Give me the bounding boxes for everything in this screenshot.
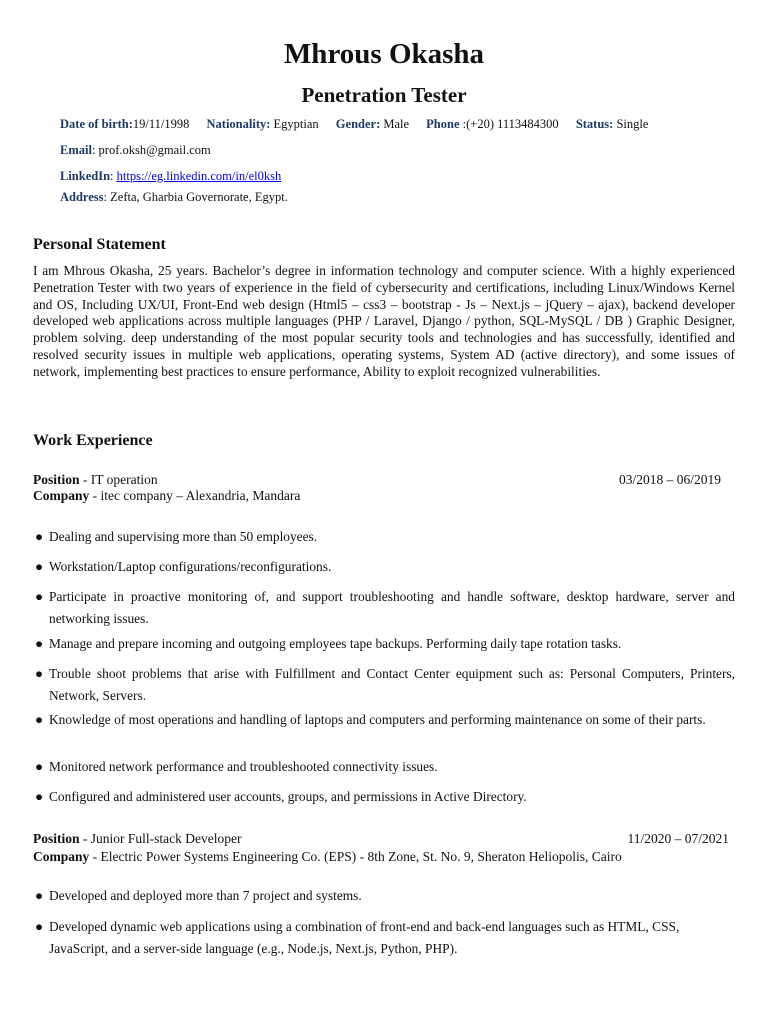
email-label: Email <box>60 143 92 157</box>
email-value: : prof.oksh@gmail.com <box>91 143 211 157</box>
list-item: ● Monitored network performance and troubleshooted connectivity issues. <box>35 756 735 778</box>
list-item: ● Knowledge of most operations and handling of laptops and computers and performing maintenance on some of their parts. <box>35 709 735 731</box>
linkedin-separator: : <box>110 169 117 183</box>
status-value: Single <box>613 117 649 131</box>
address-row <box>60 189 288 205</box>
dob-label: Date of birth: <box>60 117 133 131</box>
candidate-name: Mhrous Okasha <box>283 38 485 70</box>
list-item: ● Developed and deployed more than 7 project and systems. <box>35 885 735 907</box>
job-2-position-row <box>33 830 733 847</box>
address-label: Address <box>60 190 104 204</box>
job-1-position-row <box>33 471 733 488</box>
company-label: Company <box>33 849 90 864</box>
bullet-icon: ● <box>35 559 44 574</box>
list-item: ● Configured and administered user accounts, groups, and permissions in Active Directory. <box>35 786 735 808</box>
status-label: Status: <box>575 117 614 131</box>
dob-value: 19/11/1998 <box>132 117 190 131</box>
job-1-company: - itec company – Alexandria, Mandara <box>89 488 301 503</box>
bullet-icon: ● <box>35 789 44 804</box>
nationality-label: Nationality: <box>206 117 271 131</box>
phone-label: Phone <box>426 117 460 131</box>
list-item: ● Workstation/Laptop configurations/reconfigurations. <box>35 556 735 578</box>
bullet-icon: ● <box>35 529 44 544</box>
email-row <box>60 142 211 158</box>
linkedin-row <box>60 168 281 184</box>
position-label: Position <box>33 472 80 487</box>
bullet-icon: ● <box>35 712 44 727</box>
list-item: ● Manage and prepare incoming and outgoing employees tape backups. Performing daily tape rotation tasks. <box>35 633 735 655</box>
address-value: : Zefta, Gharbia Governorate, Egypt. <box>103 190 288 204</box>
personal-details-row <box>60 116 648 132</box>
bullet-icon: ● <box>35 636 44 651</box>
job-2-position: - Junior Full-stack Developer <box>79 831 242 846</box>
phone-value: :(+20) 1113484300 <box>459 117 559 131</box>
job-2-company: - Electric Power Systems Engineering Co. (EPS) - 8th Zone, St. No. 9, Sheraton Heliopolis, Cairo <box>89 849 622 864</box>
linkedin-label: LinkedIn <box>60 169 111 183</box>
work-experience-heading: Work Experience <box>33 432 153 449</box>
job-1-date: 03/2018 – 06/2019 <box>618 472 721 487</box>
bullet-icon: ● <box>35 589 44 604</box>
personal-statement-text: I am Mhrous Okasha, 25 years. Bachelor’s degree in information technology and computer science. With a highly experienced Penetration Tester with two years of experience in the field of cybersecurity and certifications, including Linux/Windows Kernel and OS, Including UX/UI, Front-End web design (Html5 – css3 – bootstrap - Js – Next.js – jQuery – ajax), backend developer developed web applications across multiple languages (PHP / Laravel, Django / python, SQL-MySQL / DB ) Graphic Designer, problem solving. deep understanding of the most popular security tools and technologies and has successfully, identified and resolved security issues in multiple web applications, operating systems, System AD (active directory), and some issues of network, implementing best practices to ensure performance, Ability to exploit recognized vulnerabilities. <box>33 263 735 379</box>
job-2-date: 11/2020 – 07/2021 <box>627 831 729 846</box>
list-item: ● Participate in proactive monitoring of, and support troubleshooting and handle software, desktop hardware, server and networking issues. <box>35 586 735 630</box>
gender-value: Male <box>380 117 410 131</box>
job-title: Penetration Tester <box>301 83 467 107</box>
company-label: Company <box>33 488 90 503</box>
bullet-icon: ● <box>35 888 44 903</box>
list-item: ● Developed dynamic web applications using a combination of front-end and back-end languages such as HTML, CSS, JavaScript, and a server-side language (e.g., Node.js, Next.js, Python, PHP). <box>35 916 695 960</box>
position-label: Position <box>33 831 80 846</box>
nationality-value: Egyptian <box>270 117 319 131</box>
bullet-icon: ● <box>35 759 44 774</box>
personal-statement-heading: Personal Statement <box>33 236 166 253</box>
bullet-icon: ● <box>35 666 44 681</box>
bullet-icon: ● <box>35 919 44 934</box>
job-2-company-row <box>33 848 733 865</box>
gender-label: Gender: <box>335 117 381 131</box>
list-item: ● Dealing and supervising more than 50 employees. <box>35 526 735 548</box>
linkedin-link[interactable]: https://eg.linkedin.com/in/el0ksh <box>116 169 282 183</box>
job-1-company-row <box>33 487 733 504</box>
job-1-position: - IT operation <box>79 472 158 487</box>
list-item: ● Trouble shoot problems that arise with Fulfillment and Contact Center equipment such as: Personal Computers, Printers, Network, Servers. <box>35 663 735 707</box>
